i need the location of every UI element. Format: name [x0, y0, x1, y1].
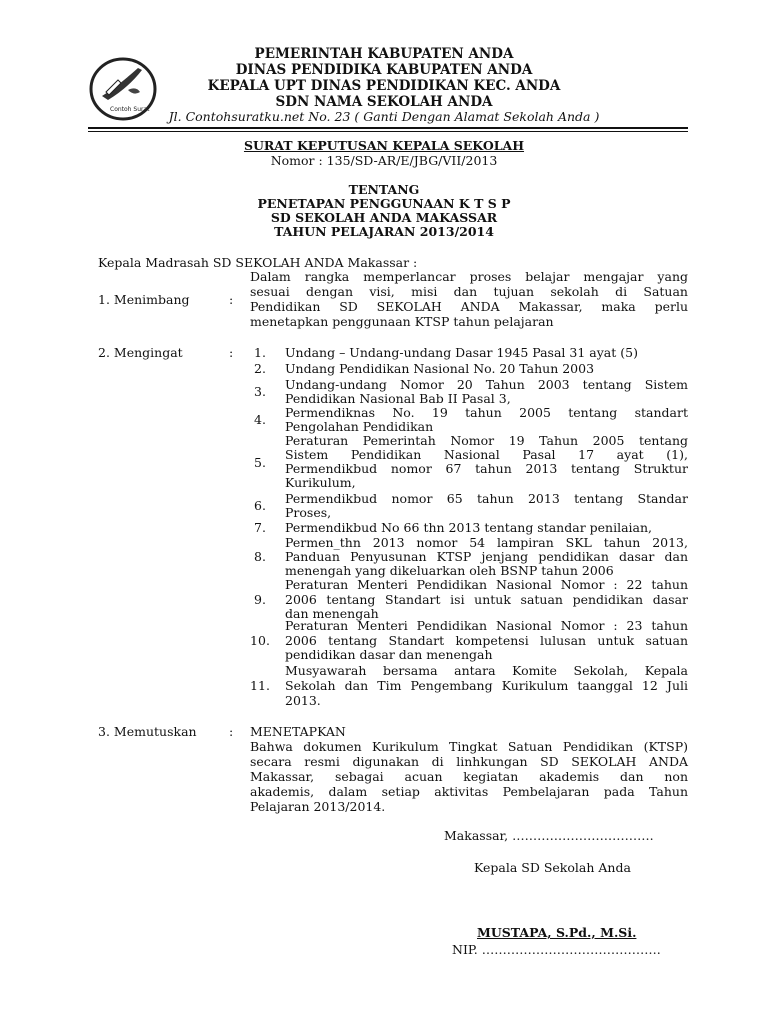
mengingat-item-number: 5. [254, 455, 266, 470]
letterhead-school: SDN NAMA SEKOLAH ANDA [275, 94, 493, 110]
mengingat-item-text: dan menengah [285, 606, 379, 621]
mengingat-item-text: Pengolahan Pendidikan [285, 419, 434, 434]
mengingat-item-number: 6. [254, 498, 266, 513]
mengingat-item-number: 7. [254, 520, 266, 535]
letterhead-rule-thick [88, 127, 688, 129]
mengingat-item-text: 2006 tentang Standart isi untuk satuan pendidikan dasar [285, 592, 688, 607]
letterhead-address: Jl. Contohsuratku.net No. 23 ( Ganti Dengan Alamat Sekolah Anda ) [168, 109, 600, 124]
mengingat-item-text: Permen_thn 2013 nomor 54 lampiran SKL tahun 2013, [285, 535, 688, 550]
memutuskan-line: secara resmi digunakan di linhkungan SD SEKOLAH ANDA [250, 754, 688, 769]
mengingat-item-number: 11. [250, 678, 270, 693]
mengingat-item-number: 2. [254, 361, 266, 376]
signatory-nip: NIP. ……………………………………. [452, 942, 661, 957]
menetapkan-heading: MENETAPKAN [250, 724, 346, 739]
memutuskan-line: akademis, dalam setiap aktivitas Pembelajaran pada Tahun [250, 784, 688, 799]
memutuskan-line: Makassar, sebagai acuan kegiatan akademis dan non [250, 769, 688, 784]
subject-line-2: SD SEKOLAH ANDA MAKASSAR [270, 210, 498, 225]
signature-position: Kepala SD Sekolah Anda [474, 860, 631, 875]
mengingat-item-text: Panduan Penyusunan KTSP jenjang pendidikan dasar dan [285, 549, 688, 564]
intro-text: Kepala Madrasah SD SEKOLAH ANDA Makassar : [98, 255, 418, 270]
mengingat-item-text: Permendikbud nomor 65 tahun 2013 tentang Standar [285, 491, 688, 506]
mengingat-item-text: Peraturan Menteri Pendidikan Nasional Nomor : 23 tahun [285, 618, 688, 633]
mengingat-item-text: 2006 tentang Standart kompetensi lulusan untuk satuan [285, 633, 688, 648]
mengingat-item-text: Permendiknas No. 19 tahun 2005 tentang standart [285, 405, 688, 420]
document-title: SURAT KEPUTUSAN KEPALA SEKOLAH [243, 138, 525, 153]
mengingat-colon: : [229, 345, 234, 360]
document-number: Nomor : 135/SD-AR/E/JBG/VII/2013 [270, 153, 498, 168]
mengingat-item-text: menengah yang dikeluarkan oleh BSNP tahun 2006 [285, 563, 614, 578]
mengingat-item-number: 3. [254, 384, 266, 399]
mengingat-label: 2. Mengingat [98, 345, 183, 360]
mengingat-item-text: Undang Pendidikan Nasional No. 20 Tahun 2003 [285, 361, 595, 376]
mengingat-item-number: 4. [254, 412, 266, 427]
letterhead-government: PEMERINTAH KABUPATEN ANDA [254, 46, 514, 62]
mengingat-item-text: 2013. [285, 693, 321, 708]
memutuskan-colon: : [229, 724, 234, 739]
mengingat-item-text: Permendikbud nomor 67 tahun 2013 tentang Struktur [285, 461, 688, 476]
mengingat-item-number: 9. [254, 592, 266, 607]
mengingat-item-number: 10. [250, 633, 270, 648]
menimbang-line: Dalam rangka memperlancar proses belajar mengajar yang [250, 269, 688, 284]
mengingat-item-text: Undang – Undang-undang Dasar 1945 Pasal 31 ayat (5) [285, 345, 638, 360]
memutuskan-line: Pelajaran 2013/2014. [250, 799, 386, 814]
mengingat-item-number: 8. [254, 549, 266, 564]
mengingat-item-text: Pendidikan Nasional Bab II Pasal 3, [285, 391, 511, 406]
mengingat-item-text: Musyawarah bersama antara Komite Sekolah, Kepala [285, 663, 688, 678]
menimbang-line: Pendidikan SD SEKOLAH ANDA Makassar, maka perlu [250, 299, 688, 314]
letterhead-rule-thin [88, 131, 688, 132]
signature-place-date: Makassar, ……………………………. [444, 828, 654, 843]
tentang-label: TENTANG [348, 182, 420, 197]
mengingat-item-text: Peraturan Pemerintah Nomor 19 Tahun 2005 tentang [285, 433, 688, 448]
mengingat-item-text: Undang-undang Nomor 20 Tahun 2003 tentang Sistem [285, 377, 688, 392]
menimbang-label: 1. Menimbang [98, 292, 190, 307]
mengingat-item-text: pendidikan dasar dan menengah [285, 647, 493, 662]
mengingat-item-text: Peraturan Menteri Pendidikan Nasional Nomor : 22 tahun [285, 577, 688, 592]
signatory-name: MUSTAPA, S.Pd., M.Si. [477, 925, 637, 940]
subject-line-1: PENETAPAN PENGGUNAAN K T S P [257, 196, 511, 211]
mengingat-item-text: Kurikulum, [285, 475, 356, 490]
logo-text: Contoh Surat [110, 106, 150, 113]
mengingat-item-text: Sekolah dan Tim Pengembang Kurikulum taanggal 12 Juli [285, 678, 688, 693]
mengingat-item-text: Permendikbud No 66 thn 2013 tentang standar penilaian, [285, 520, 653, 535]
subject-line-3: TAHUN PELAJARAN 2013/2014 [274, 224, 494, 239]
letterhead-department: DINAS PENDIDIKA KABUPATEN ANDA [235, 62, 533, 78]
letterhead-office: KEPALA UPT DINAS PENDIDIKAN KEC. ANDA [207, 78, 561, 94]
menimbang-line: menetapkan penggunaan KTSP tahun pelajaran [250, 314, 554, 329]
mengingat-item-text: Sistem Pendidikan Nasional Pasal 17 ayat (1), [285, 447, 688, 462]
mengingat-item-text: Proses, [285, 505, 332, 520]
menimbang-colon: : [229, 292, 234, 307]
mengingat-item-number: 1. [254, 345, 266, 360]
menimbang-line: sesuai dengan visi, misi dan tujuan sekolah di Satuan [250, 284, 688, 299]
memutuskan-label: 3. Memutuskan [98, 724, 197, 739]
memutuskan-line: Bahwa dokumen Kurikulum Tingkat Satuan Pendidikan (KTSP) [250, 739, 688, 754]
